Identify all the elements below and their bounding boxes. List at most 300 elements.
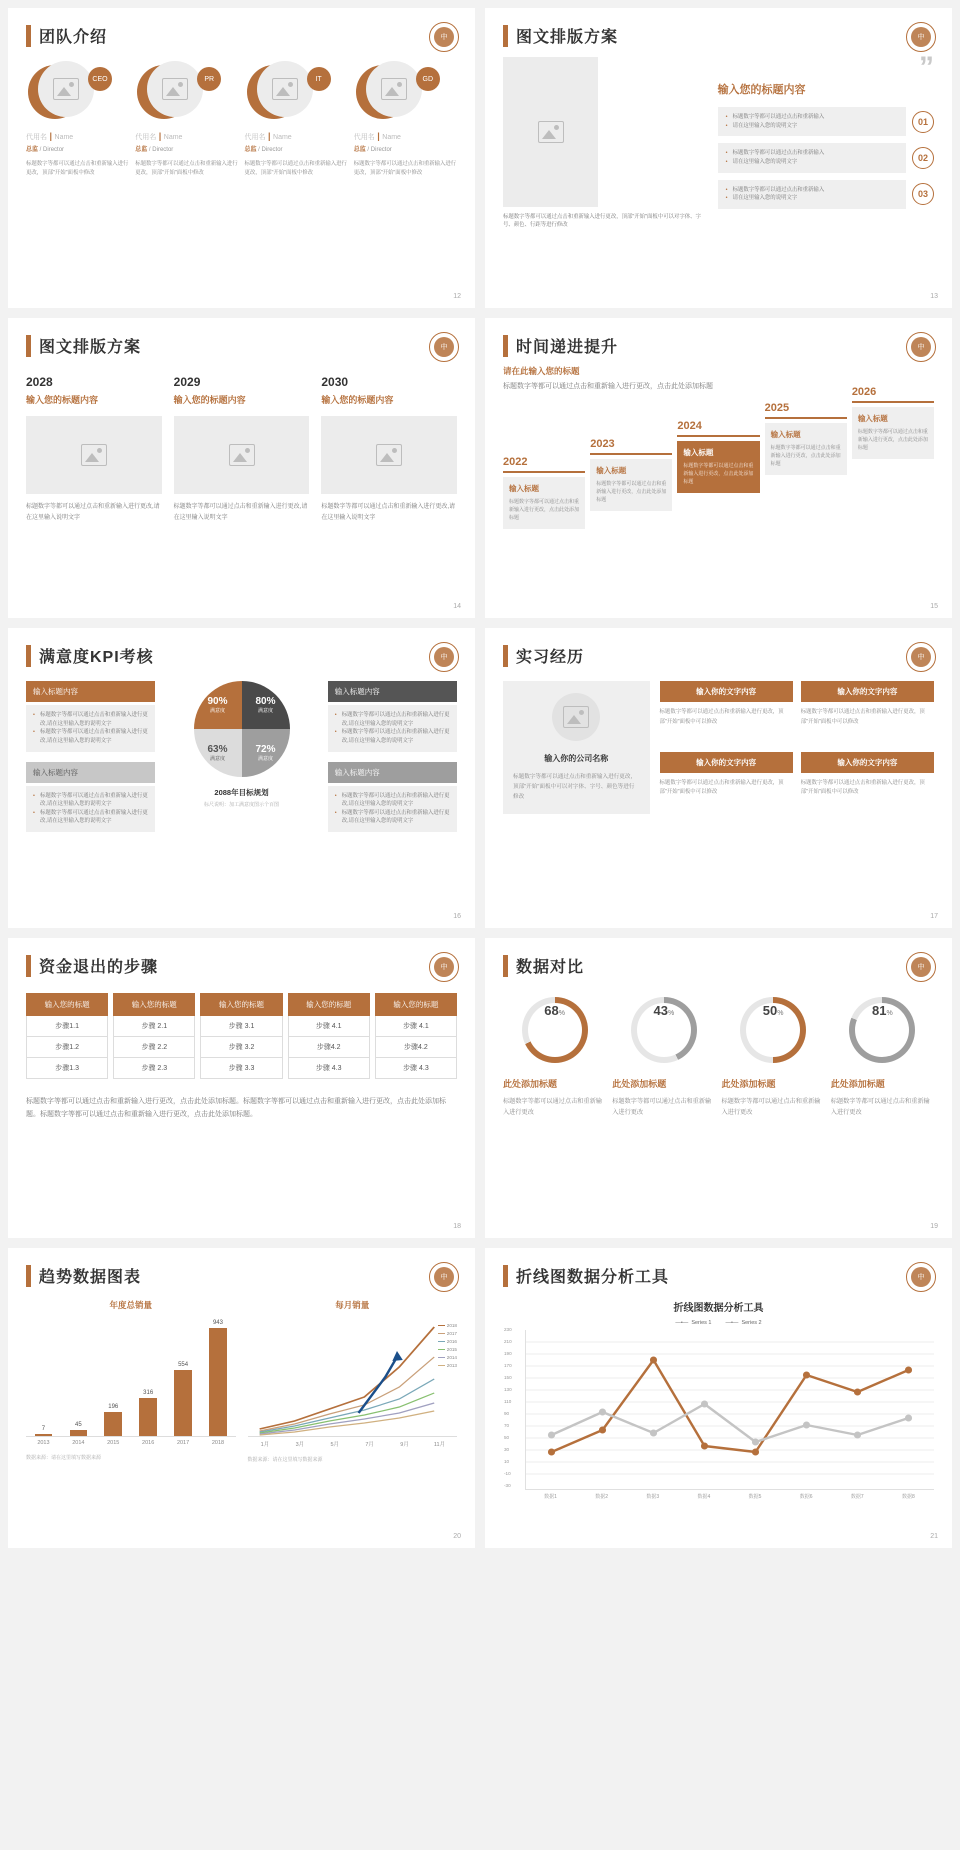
quote-icon: ” [919,51,934,84]
image-placeholder-icon [81,444,107,466]
y-tick: 190 [504,1351,512,1356]
year-column[interactable] [174,375,310,524]
bullet-line: • 标题数字等都可以通过点击和重新输入进行更改,请在这里输入您的说明文字 [335,792,450,809]
experience-card[interactable] [660,681,793,744]
x-tick: 数据7 [850,1494,864,1500]
legend-label: 2018 [446,1323,457,1328]
step-head: 输入标题 [509,483,539,493]
logo-text: 中 [911,27,931,47]
donut-chart [631,997,697,1063]
table-cell[interactable]: 步骤 4.1 [375,1016,457,1037]
bar-group [134,1390,163,1436]
timeline-step[interactable] [590,438,672,528]
bar-group [168,1362,197,1436]
list-item[interactable] [718,143,934,172]
item-text-box [718,180,906,209]
step-card [765,423,847,475]
slide-title-row [26,954,457,977]
title-accent-bar [26,645,31,667]
step-year: 2025 [764,402,790,415]
image-placeholder[interactable] [321,416,457,494]
internship-body [503,681,934,814]
slide-title-row [503,334,934,357]
member-role-en: Director [261,147,283,153]
timeline-step[interactable] [677,420,759,528]
image-column [503,57,706,230]
bar-chart [26,1317,236,1437]
item-number: 03 [912,183,934,205]
experience-card[interactable] [660,752,793,815]
year-column[interactable] [26,375,162,524]
line-chart [248,1317,458,1437]
donut-value: 50 [762,1003,778,1018]
legend-item [438,1331,457,1336]
line-chart-svg [526,1330,934,1488]
team-member[interactable] [245,61,348,178]
year-label: 2028 [26,375,53,389]
bar-group [99,1404,128,1436]
y-tick: 130 [504,1387,512,1392]
step-head: 输入标题 [770,429,801,439]
pie-label: 满意度 [209,756,225,762]
image-placeholder[interactable] [26,416,162,494]
bullet-line: • 标题数字等都可以通过点击和重新输入 [726,186,898,195]
year-label: 2030 [321,375,349,389]
member-name-cn: 代用名 [244,134,266,141]
kpi-block-header: 输入标题内容 [328,681,457,702]
chart-legend [503,1320,934,1326]
bar [139,1398,157,1436]
avatar-wrap [245,61,348,123]
bar-value: 943 [212,1320,223,1326]
x-tick: 数据1 [544,1494,557,1500]
item-text-box [718,143,906,172]
bar-group [203,1320,232,1436]
page-title: 时间递进提升 [516,339,619,356]
member-role: 总监 / Director [353,147,392,153]
team-member[interactable] [354,61,457,178]
member-name-cn: 代用名 [26,134,47,141]
kpi-block-header: 输入标题内容 [26,762,155,783]
kpi-block-header: 输入标题内容 [26,681,155,702]
logo-text: 中 [434,1267,454,1287]
donut-center [746,1003,800,1057]
legend-swatch [438,1341,445,1343]
kpi-block-body [26,786,155,833]
pie-slice [242,729,290,777]
page-number: 18 [453,1223,461,1230]
bullet-line: • 标题数字等都可以通过点击和重新输入进行更改,请在这里输入您的说明文字 [33,809,148,826]
image-placeholder-icon [53,78,79,100]
step-text: 标题数字等都可以通过点击和重新输入进行更改，点击此处添加标题 [509,498,580,522]
table-cell[interactable]: 步骤1.3 [26,1058,108,1079]
ring-text: 标题数字等都可以通过点击和重新输入进行更改 [503,1098,602,1117]
lead-heading: 请在此输入您的标题 [503,366,580,376]
x-tick: 2013 [37,1440,50,1446]
member-role-en: Director [43,147,65,153]
table-cell[interactable]: 步骤 2.3 [113,1058,195,1079]
pie-caption-sub: 标尺说明：加工满意度图示个百图 [203,802,279,808]
legend-swatch [438,1357,445,1359]
y-tick: 50 [504,1435,510,1440]
member-role-cn: 总监 [26,147,39,153]
bar-value: 45 [75,1422,82,1428]
team-member[interactable] [26,61,129,178]
page-number: 13 [930,293,938,300]
y-tick: -10 [504,1471,511,1476]
y-tick: 30 [504,1447,510,1452]
table-cell[interactable]: 步骤 4.3 [375,1058,457,1079]
step-text: 标题数字等都可以通过点击和重新输入进行更改，点击此处添加标题 [770,444,841,468]
table-cell[interactable]: 步骤 2.1 [113,1016,195,1037]
slide-title-row [503,24,934,47]
donut-unit: % [777,1010,784,1017]
timeline-step[interactable] [503,456,585,528]
table-cell[interactable]: 步骤 4.1 [288,1016,370,1037]
brand-logo-icon [429,642,459,672]
x-tick: 2015 [107,1440,120,1446]
legend-label: 2014 [446,1355,457,1360]
table-cell[interactable]: 步骤1.1 [26,1016,108,1037]
member-name-en: Name [273,134,292,141]
bullet-line: • 标题数字等都可以通过点击和重新输入 [726,113,898,122]
y-tick: -30 [504,1483,511,1488]
member-desc: 标题数字等都可以通过点击和重新输入进行更改，顶部"开始"面板中修改 [244,161,347,177]
ring-heading: 此处添加标题 [503,1079,558,1089]
member-name-en: Name [54,134,74,141]
page-title: 数据对比 [516,959,585,976]
bar-group [29,1426,58,1436]
bar-group [64,1422,93,1436]
brand-logo-icon [429,952,459,982]
card-header: 输入你的文字内容 [801,681,934,702]
footnote: 标题数字等都可以通过点击和重新输入进行更改，点击此处添加标题。标题数字等都可以通过点击和重新输入进行更改，点击此处添加标题。标题数字等都可以通过点击和重新输入进行更改，点击此处添加标题。 [26,1098,446,1119]
column-header: 输入您的标题 [113,993,195,1016]
text-column [717,51,934,230]
card-header: 输入你的文字内容 [660,681,793,702]
slide-line-chart-tool [485,1248,952,1548]
brand-logo-icon [429,22,459,52]
ring-item[interactable] [503,997,606,1118]
x-tick: 数据6 [799,1494,813,1500]
experience-card[interactable] [801,752,934,815]
title-accent-bar [503,1265,508,1287]
x-tick: 数据2 [595,1494,609,1500]
slide-title-row [26,24,457,47]
list-item[interactable] [718,107,934,136]
image-placeholder-icon [272,78,298,100]
title-accent-bar [26,335,31,357]
member-role-cn: 总监 [135,147,148,153]
bar-value: 554 [178,1362,189,1368]
member-desc: 标题数字等都可以通过点击和重新输入进行更改，顶部"开始"面板中修改 [353,161,457,177]
x-axis [525,1493,934,1500]
legend-item [438,1323,457,1328]
bar-chart-panel [26,1299,236,1463]
bar-value: 316 [143,1390,154,1396]
card-text: 标题数字等都可以通过点击和重新输入进行更改，顶部"开始"面板中可以修改 [800,779,925,796]
timeline-step[interactable] [765,402,847,528]
company-panel[interactable] [503,681,650,814]
logo-text: 中 [434,27,454,47]
page-title: 满意度KPI考核 [39,649,154,666]
experience-cards [660,681,934,814]
step-divider [503,471,585,473]
avatar-wrap [26,61,129,123]
member-role-en: Director [152,147,174,153]
member-role: 总监 / Director [244,147,283,153]
content-body [503,51,934,230]
logo-text: 中 [434,647,454,667]
slide-data-comparison [485,938,952,1238]
title-accent-bar [503,645,508,667]
slide-internship [485,628,952,928]
pie-value: 63% [207,744,228,755]
table-column [113,993,195,1079]
page-title: 团队介绍 [39,29,108,46]
step-head: 输入标题 [857,413,888,423]
legend-item [438,1363,457,1368]
slide-team-intro [8,8,475,308]
experience-card[interactable] [801,681,934,744]
ring-item[interactable] [612,997,715,1118]
kpi-right-column [328,681,457,842]
member-desc: 标题数字等都可以通过点击和重新输入进行更改，顶部"开始"面板中修改 [135,161,238,177]
bar [104,1412,122,1436]
table-cell[interactable]: 步骤 4.3 [288,1058,370,1079]
brand-logo-icon [429,1262,459,1292]
year-column[interactable] [321,375,457,524]
ring-item[interactable] [831,997,934,1118]
x-tick: 2014 [72,1440,85,1446]
table-cell[interactable]: 步骤 3.2 [200,1037,282,1058]
bar-value: 7 [41,1426,46,1432]
step-year: 2024 [677,420,702,433]
page-title: 资金退出的步骤 [39,959,159,976]
title-accent-bar [503,25,508,47]
pie-value: 90% [207,696,228,707]
charts-row [26,1299,457,1463]
legend-label: Series 2 [741,1320,762,1326]
legend-item [438,1355,457,1360]
pie-label: 满意度 [257,708,273,714]
bar [174,1370,192,1436]
page-title: 实习经历 [516,649,585,666]
table-column [200,993,282,1079]
table-cell[interactable]: 步骤4.2 [375,1037,457,1058]
year-subtitle: 输入您的标题内容 [321,395,394,405]
ring-item[interactable] [722,997,825,1118]
legend-item: —•— Series 2 [725,1320,762,1326]
step-year: 2022 [503,456,528,469]
avatar-wrap [135,61,238,123]
x-tick: 2016 [142,1440,155,1446]
chart-source: 数据来源：请在这里填写数据来源 [26,1455,102,1461]
slide-kpi-satisfaction [8,628,475,928]
role-badge: CEO [88,67,112,91]
page-title: 图文排版方案 [516,29,619,46]
card-text: 标题数字等都可以通过点击和重新输入进行更改，顶部"开始"面板中可以修改 [659,779,784,796]
ring-heading: 此处添加标题 [830,1079,885,1089]
lead-subtext: 标题数字等都可以通过点击和重新输入进行更改，点击此处添加标题 [503,383,713,390]
x-tick: 数据4 [697,1494,711,1500]
y-tick: 90 [504,1411,510,1416]
bullet-line: • 标题数字等都可以通过点击和重新输入进行更改,请在这里输入您的说明文字 [33,711,148,728]
x-tick: 数据5 [748,1494,762,1500]
step-divider [677,435,759,437]
page-number: 19 [930,1223,938,1230]
column-header: 输入您的标题 [288,993,370,1016]
step-head: 输入标题 [683,447,714,457]
ring-text: 标题数字等都可以通过点击和重新输入进行更改 [612,1098,712,1117]
year-subtitle: 输入您的标题内容 [26,395,99,405]
slide-title-row [26,1264,457,1287]
slide-title-row [503,1264,934,1287]
chart-title: 年度总销量 [109,1300,152,1310]
card-header: 输入你的文字内容 [801,752,934,773]
bar [209,1328,227,1436]
column-header: 输入您的标题 [375,993,457,1016]
logo-text: 中 [911,647,931,667]
image-placeholder-icon [563,706,589,728]
y-tick: 170 [504,1363,512,1368]
member-name: 代用名 | Name [353,131,401,141]
kpi-block-body [328,705,457,752]
company-logo-placeholder [552,693,600,741]
legend-label: 2015 [446,1347,457,1352]
step-divider [765,417,847,419]
image-caption: 标题数字等都可以通过点击和重新输入进行更改，顶部"开始"面板中可以对字体、字号、颜色、行距等进行修改 [503,214,701,229]
title-accent-bar [503,955,508,977]
member-name-en: Name [163,134,183,141]
table-cell[interactable]: 步骤 3.1 [200,1016,282,1037]
step-divider [852,401,934,403]
logo-text: 中 [911,1267,931,1287]
table-cell[interactable]: 步骤 2.2 [113,1037,195,1058]
table-cell[interactable]: 步骤1.2 [26,1037,108,1058]
member-role: 总监 / Director [26,147,65,153]
image-placeholder[interactable] [503,57,598,207]
steps-table [26,993,457,1079]
bullet-line: • 标题数字等都可以通过点击和重新输入进行更改,请在这里输入您的说明文字 [335,728,450,745]
step-text: 标题数字等都可以通过点击和重新输入进行更改，点击此处添加标题 [683,462,754,486]
timeline-steps [503,386,934,529]
kpi-block-body [26,705,155,752]
pie-slice [242,681,290,729]
column-header: 输入您的标题 [200,993,282,1016]
card-text: 标题数字等都可以通过点击和重新输入进行更改，顶部"开始"面板中可以修改 [800,709,925,725]
table-cell[interactable]: 步骤 3.3 [200,1058,282,1079]
slide-title-row [26,334,457,357]
y-tick: 70 [504,1423,510,1428]
page-title: 图文排版方案 [39,339,142,356]
member-name: 代用名 | Name [135,131,183,141]
ring-text: 标题数字等都可以通过点击和重新输入进行更改 [721,1098,821,1117]
item-text-box [718,107,906,136]
donut-value: 43 [653,1003,668,1018]
legend-swatch [438,1333,445,1335]
line-chart [504,1327,934,1490]
kpi-block-header: 输入标题内容 [328,762,457,783]
step-card [852,407,934,459]
x-tick: 2018 [211,1440,225,1446]
title-accent-bar [503,335,508,357]
page-number: 16 [453,913,461,920]
section-heading: 输入您的标题内容 [717,84,806,96]
column-header: 输入您的标题 [26,993,108,1016]
x-tick: 3月 [295,1442,305,1448]
legend-label: 2013 [446,1363,457,1368]
avatar [366,61,422,117]
company-name: 输入你的公司名称 [544,754,609,763]
bullet-line: • 标题数字等都可以通过点击和重新输入进行更改,请在这里输入您的说明文字 [33,792,148,809]
year-text: 标题数字等都可以通过点击和重新输入进行更改,请在这里输入说明文字 [321,504,456,521]
page-number: 15 [930,603,938,610]
brand-logo-icon [906,642,936,672]
slide-image-text-layout-b [8,318,475,618]
y-tick: 210 [504,1339,512,1344]
bullet-line: • 标题数字等都可以通过点击和重新输入进行更改,请在这里输入您的说明文字 [33,728,148,745]
step-card [590,459,672,511]
x-tick: 11月 [433,1442,446,1448]
legend-item [438,1339,457,1344]
list-item[interactable] [718,180,934,209]
donut-unit: % [558,1010,565,1017]
legend-item [438,1347,457,1352]
x-tick: 7月 [365,1442,374,1448]
member-name: 代用名 | Name [244,131,292,141]
timeline-step[interactable] [852,386,934,528]
avatar [38,61,94,117]
x-tick: 5月 [330,1442,340,1448]
member-name-cn: 代用名 [353,134,375,141]
image-placeholder-icon [376,444,402,466]
table-column [375,993,457,1079]
page-number: 21 [930,1533,938,1540]
brand-logo-icon [906,22,936,52]
ring-text: 标题数字等都可以通过点击和重新输入进行更改 [830,1098,930,1117]
step-card [503,477,585,529]
bullet-line: • 请在这里输入您的说明文字 [726,122,898,131]
legend-label: 2017 [446,1331,457,1336]
pie-caption: 2088年目标规划 [214,788,269,797]
bar [70,1430,88,1436]
title-accent-bar [26,955,31,977]
brand-logo-icon [429,332,459,362]
y-tick: 150 [504,1375,512,1380]
donut-unit: % [886,1010,893,1017]
year-text: 标题数字等都可以通过点击和重新输入进行更改,请在这里输入说明文字 [26,504,160,521]
pie-chart [194,681,290,777]
kpi-pie-column [161,681,321,842]
member-desc: 标题数字等都可以通过点击和重新输入进行更改，顶部"开始"面板中修改 [26,161,129,177]
bar [35,1434,53,1436]
pie-slice [194,681,242,729]
chart-source: 数据来源：请在这里填写数据来源 [247,1457,323,1463]
logo-text: 中 [434,957,454,977]
member-name-cn: 代用名 [135,134,157,141]
table-cell[interactable]: 步骤4.2 [288,1037,370,1058]
role-badge: IT [307,67,331,91]
team-member[interactable] [135,61,238,178]
slide-trend-charts [8,1248,475,1548]
step-head: 输入标题 [596,465,627,475]
member-role-cn: 总监 [353,147,366,153]
donut-center [637,1003,691,1057]
step-text: 标题数字等都可以通过点击和重新输入进行更改，点击此处添加标题 [857,428,928,452]
table-column [288,993,370,1079]
image-placeholder[interactable] [174,416,310,494]
